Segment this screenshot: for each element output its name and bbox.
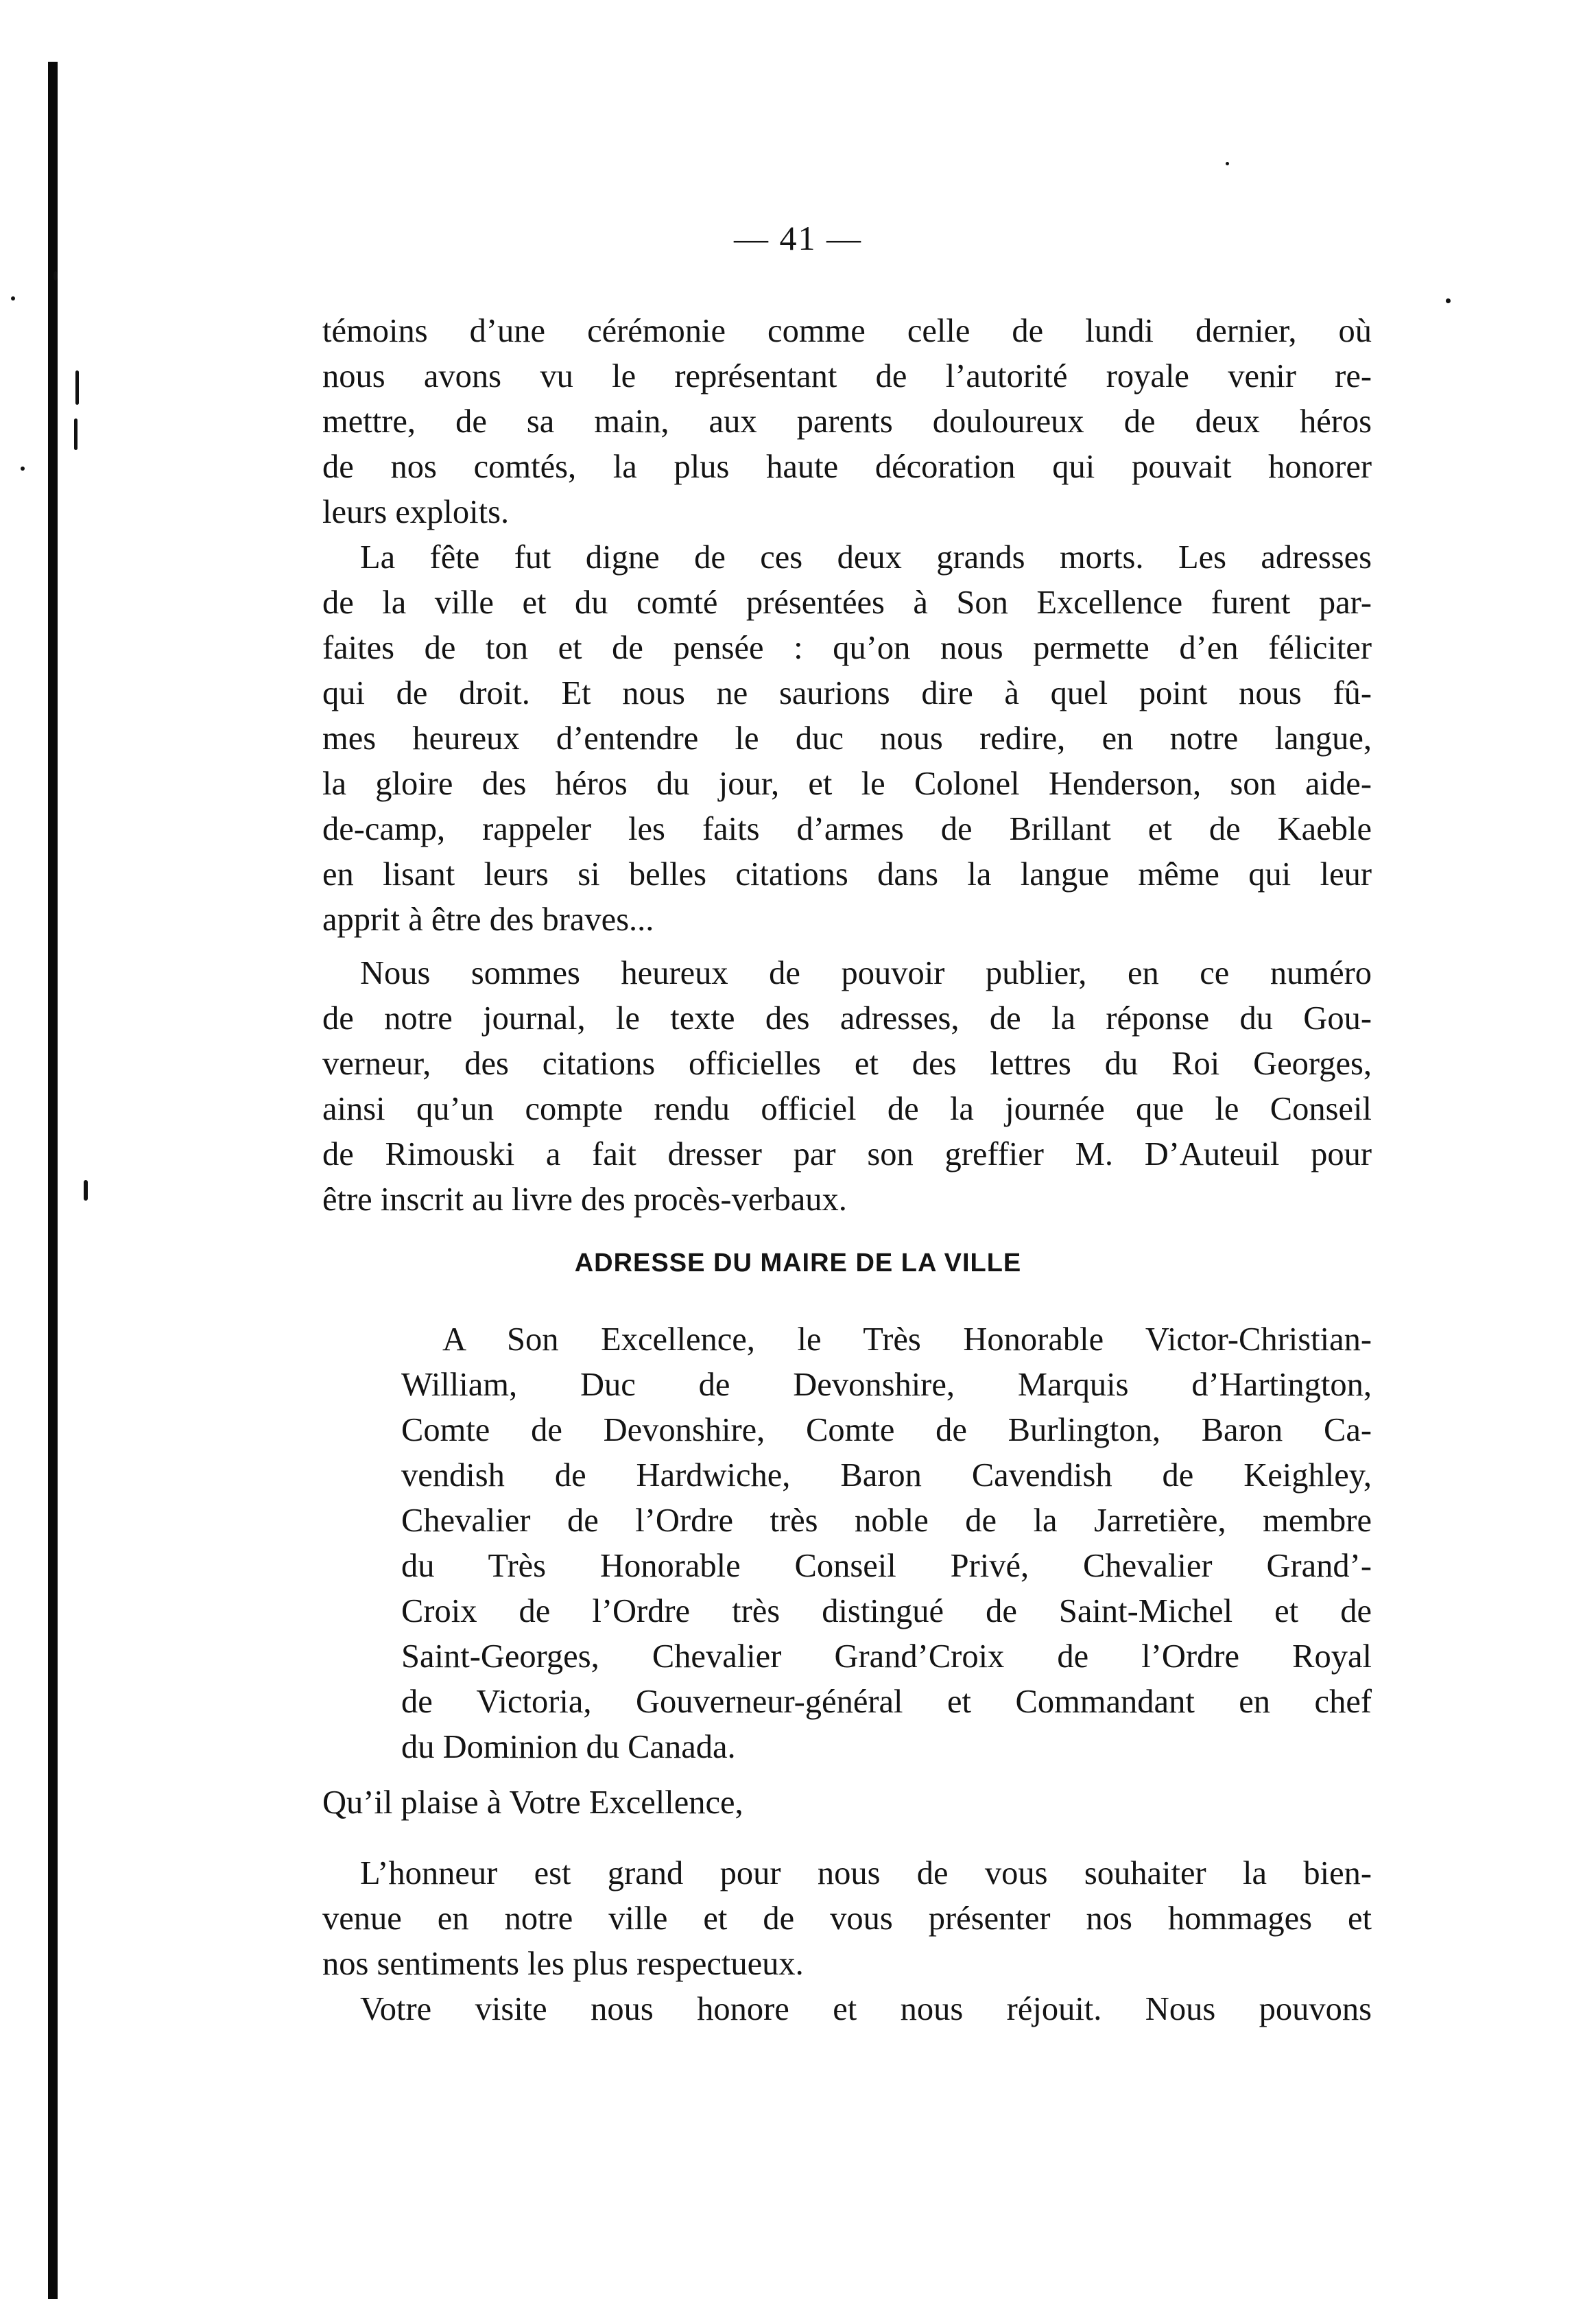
text-line: être inscrit au livre des procès-verbaux.	[322, 1181, 847, 1218]
scan-speck	[74, 418, 78, 450]
scan-speck	[75, 370, 79, 405]
scan-speck	[1226, 162, 1229, 165]
text-line: mettre, de sa main, aux parents douloureux de deux héros	[322, 403, 1372, 440]
binding-edge	[48, 62, 58, 2299]
text-line: du Dominion du Canada.	[401, 1729, 736, 1765]
address-block	[401, 1317, 1372, 1770]
text-line: A Son Excellence, le Très Honorable Victor-Christian-	[442, 1321, 1372, 1358]
text-line: venue en notre ville et de vous présenter nos hommages et	[322, 1900, 1372, 1937]
text-line: Comte de Devonshire, Comte de Burlington, Baron Ca-	[401, 1412, 1372, 1448]
text-line: faites de ton et de pensée : qu’on nous permette d’en féliciter	[322, 630, 1372, 666]
scan-speck	[1446, 298, 1451, 303]
section-heading: ADRESSE DU MAIRE DE LA VILLE	[574, 1249, 1022, 1277]
text-line: apprit à être des braves...	[322, 901, 654, 938]
paragraph-3	[322, 951, 1372, 1223]
text-line: nos sentiments les plus respectueux.	[322, 1946, 804, 1982]
page-number: — 41 —	[734, 219, 862, 257]
text-line: Nous sommes heureux de pouvoir publier, en ce numéro	[360, 955, 1372, 991]
text-line: du Très Honorable Conseil Privé, Chevalier Grand’-	[401, 1548, 1372, 1584]
text-line: de nos comtés, la plus haute décoration qui pouvait honorer	[322, 449, 1372, 485]
text-line: de la ville et du comté présentées à Son Excellence furent par-	[322, 585, 1372, 621]
text-line: de Victoria, Gouverneur-général et Commandant en chef	[401, 1684, 1372, 1720]
text-line: leurs exploits.	[322, 494, 510, 530]
text-line: de Rimouski a fait dresser par son greffier M. D’Auteuil pour	[322, 1136, 1372, 1172]
text-line: verneur, des citations officielles et des lettres du Roi Georges,	[322, 1046, 1372, 1082]
scan-speck	[11, 296, 15, 300]
text-line: Votre visite nous honore et nous réjouit. Nous pouvons	[360, 1991, 1372, 2027]
text-line: de notre journal, le texte des adresses, de la réponse du Gou-	[322, 1000, 1372, 1037]
text-line: nous avons vu le représentant de l’autorité royale venir re-	[322, 358, 1372, 394]
text-line: en lisant leurs si belles citations dans la langue même qui leur	[322, 856, 1372, 893]
scan-speck	[21, 467, 25, 471]
text-line: Saint-Georges, Chevalier Grand’Croix de l’Ordre Royal	[401, 1638, 1372, 1675]
paragraph-1	[322, 309, 1372, 535]
salutation: Qu’il plaise à Votre Excellence,	[322, 1784, 743, 1821]
scan-speck	[53, 271, 58, 281]
text-line: la gloire des héros du jour, et le Colonel Henderson, son aide-	[322, 766, 1372, 802]
text-line: Chevalier de l’Ordre très noble de la Jarretière, membre	[401, 1502, 1372, 1539]
text-line: témoins d’une cérémonie comme celle de lundi dernier, où	[322, 313, 1372, 349]
scan-speck	[84, 1180, 88, 1201]
text-line: William, Duc de Devonshire, Marquis d’Hartington,	[401, 1367, 1372, 1403]
text-line: L’honneur est grand pour nous de vous souhaiter la bien-	[360, 1855, 1372, 1891]
paragraph-4	[322, 1851, 1372, 1987]
text-line: vendish de Hardwiche, Baron Cavendish de Keighley,	[401, 1457, 1372, 1494]
text-line: Croix de l’Ordre très distingué de Saint-Michel et de	[401, 1593, 1372, 1629]
text-line: qui de droit. Et nous ne saurions dire à quel point nous fû-	[322, 675, 1372, 711]
paragraph-5	[322, 1987, 1372, 2032]
text-line: La fête fut digne de ces deux grands morts. Les adresses	[360, 539, 1372, 576]
paragraph-2	[322, 535, 1372, 943]
text-line: de-camp, rappeler les faits d’armes de Brillant et de Kaeble	[322, 811, 1372, 847]
text-line: mes heureux d’entendre le duc nous redire, en notre langue,	[322, 720, 1372, 757]
text-line: ainsi qu’un compte rendu officiel de la journée que le Conseil	[322, 1091, 1372, 1127]
